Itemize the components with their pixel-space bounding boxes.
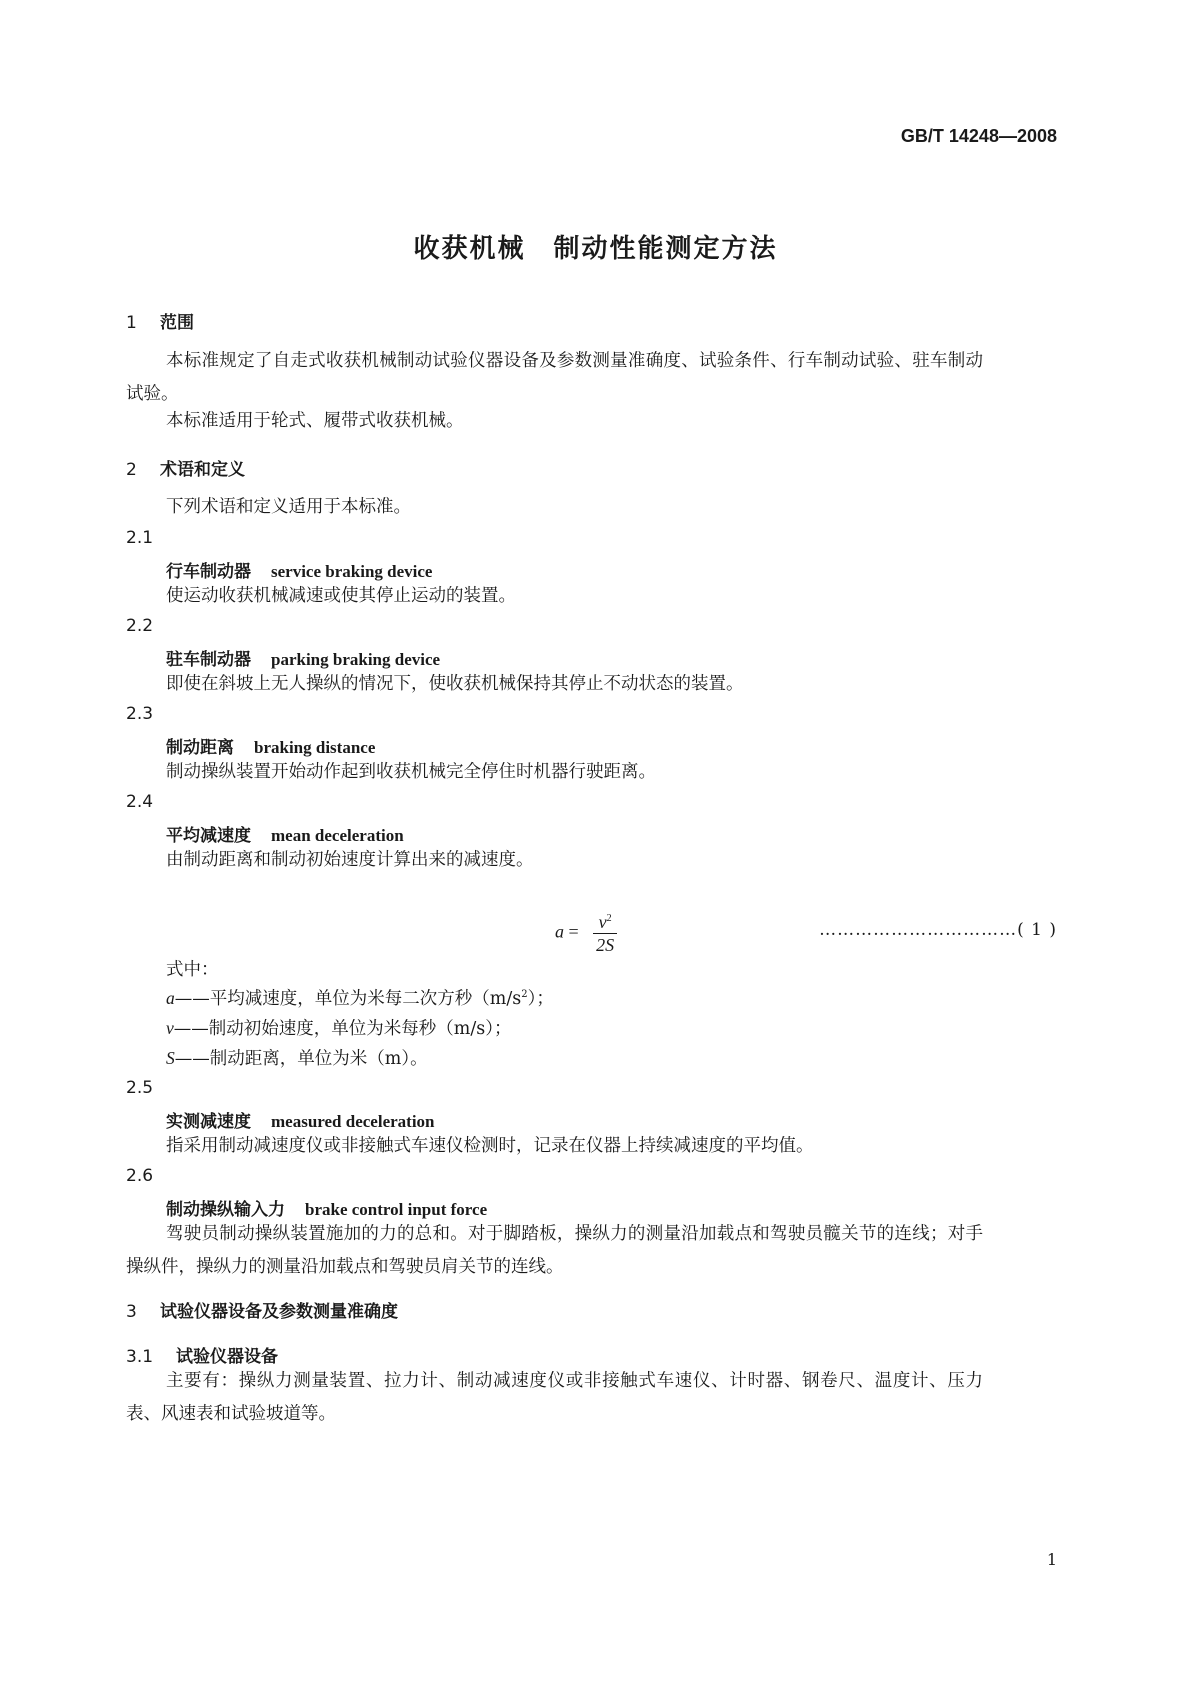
term-en: brake control input force: [305, 1200, 488, 1219]
numerator-symbol: v: [598, 912, 607, 932]
formula-fraction: [593, 911, 617, 956]
term-2-6-definition: 驾驶员制动操纵装置施加的力的总和。对于脚踏板，操纵力的测量沿加载点和驾驶员髋关节的连线；对手操纵件，操纵力的测量沿加载点和驾驶员肩关节的连线。: [126, 1224, 983, 1277]
section-2-heading: [126, 455, 245, 480]
symbol-a: a: [166, 988, 175, 1008]
term-2-4-number: 2.4: [126, 792, 154, 812]
section-title: 术语和定义: [160, 460, 245, 480]
term-2-4-heading: [166, 821, 404, 846]
section-title: 试验仪器设备: [176, 1347, 278, 1367]
term-2-5-number: 2.5: [126, 1078, 154, 1098]
equation-label: ( 1 ): [1017, 920, 1057, 940]
term-2-6-heading: [166, 1195, 487, 1220]
formula-equals: =: [568, 921, 579, 942]
term-2-1-definition: 使运动收获机械减速或使其停止运动的装置。: [166, 586, 516, 606]
symbol-v: v: [166, 1018, 174, 1038]
symbol-a-exponent: 2: [521, 989, 528, 1001]
term-zh: 实测减速度: [166, 1112, 251, 1132]
section-1-paragraph-1: 本标准规定了自走式收获机械制动试验仪器设备及参数测量准确度、试验条件、行车制动试验、驻车制动试验。: [126, 351, 983, 404]
term-zh: 制动操纵输入力: [166, 1200, 285, 1220]
term-en: parking braking device: [271, 650, 441, 669]
where-line-s: [166, 1042, 428, 1076]
symbol-v-text: ——制动初始速度，单位为米每秒（m/s）；: [173, 1019, 512, 1039]
symbol-s: S: [166, 1048, 175, 1068]
term-2-6-number: 2.6: [126, 1166, 154, 1186]
term-2-3-number: 2.3: [126, 704, 154, 724]
term-2-5-heading: [166, 1107, 435, 1132]
standard-code: GB/T 14248—2008: [900, 126, 1057, 146]
where-label: 式中：: [166, 960, 219, 980]
equation-number: [819, 920, 1057, 940]
page-number: 1: [1046, 1550, 1057, 1569]
term-en: service braking device: [271, 562, 433, 581]
section-2-intro: 下列术语和定义适用于本标准。: [166, 497, 411, 517]
term-2-3-definition: 制动操纵装置开始动作起到收获机械完全停住时机器行驶距离。: [166, 762, 656, 782]
numerator-exponent: 2: [606, 913, 612, 924]
term-2-2-number: 2.2: [126, 616, 154, 636]
section-title: 范围: [160, 313, 194, 333]
section-3-1-heading: [126, 1342, 278, 1367]
term-zh: 制动距离: [166, 738, 234, 758]
section-number: 3: [126, 1302, 137, 1322]
term-2-2-definition: 即使在斜坡上无人操纵的情况下，使收获机械保持其停止不动状态的装置。: [166, 674, 744, 694]
equation-leader-dots: ……………………………: [819, 920, 1018, 940]
section-1-heading: [126, 308, 194, 333]
term-2-1-heading: [166, 557, 432, 582]
where-line-a: [166, 982, 554, 1016]
term-2-5-definition: 指采用制动减速度仪或非接触式车速仪检测时，记录在仪器上持续减速度的平均值。: [166, 1136, 814, 1156]
section-3-1-paragraph: 主要有：操纵力测量装置、拉力计、制动减速度仪或非接触式车速仪、计时器、钢卷尺、温度计、压力表、风速表和试验坡道等。: [126, 1371, 983, 1424]
section-number: 2: [126, 460, 137, 480]
symbol-a-end: ）；: [527, 989, 554, 1009]
term-2-1-number: 2.1: [126, 528, 154, 548]
term-zh: 平均减速度: [166, 826, 251, 846]
term-zh: 行车制动器: [166, 562, 251, 582]
formula-1: [555, 911, 617, 956]
where-line-v: [166, 1012, 512, 1046]
term-en: braking distance: [254, 738, 376, 757]
term-2-3-heading: [166, 733, 375, 758]
symbol-a-text: ——平均减速度，单位为米每二次方秒（m/s: [174, 989, 522, 1009]
symbol-s-text: ——制动距离，单位为米（m）。: [174, 1049, 428, 1069]
formula-numerator: [593, 911, 617, 934]
document-title: 收获机械 制动性能测定方法: [413, 234, 778, 264]
section-number: 1: [126, 313, 137, 333]
term-en: measured deceleration: [271, 1112, 435, 1131]
formula-denominator: 2S: [596, 935, 615, 955]
formula-lhs: a: [555, 921, 564, 942]
section-title: 试验仪器设备及参数测量准确度: [160, 1302, 398, 1322]
section-3-heading: [126, 1297, 398, 1322]
section-1-paragraph-2: 本标准适用于轮式、履带式收获机械。: [166, 411, 464, 431]
section-number: 3.1: [126, 1347, 154, 1367]
term-2-4-definition: 由制动距离和制动初始速度计算出来的减速度。: [166, 850, 534, 870]
term-zh: 驻车制动器: [166, 650, 251, 670]
term-en: mean deceleration: [271, 826, 404, 845]
term-2-2-heading: [166, 645, 440, 670]
